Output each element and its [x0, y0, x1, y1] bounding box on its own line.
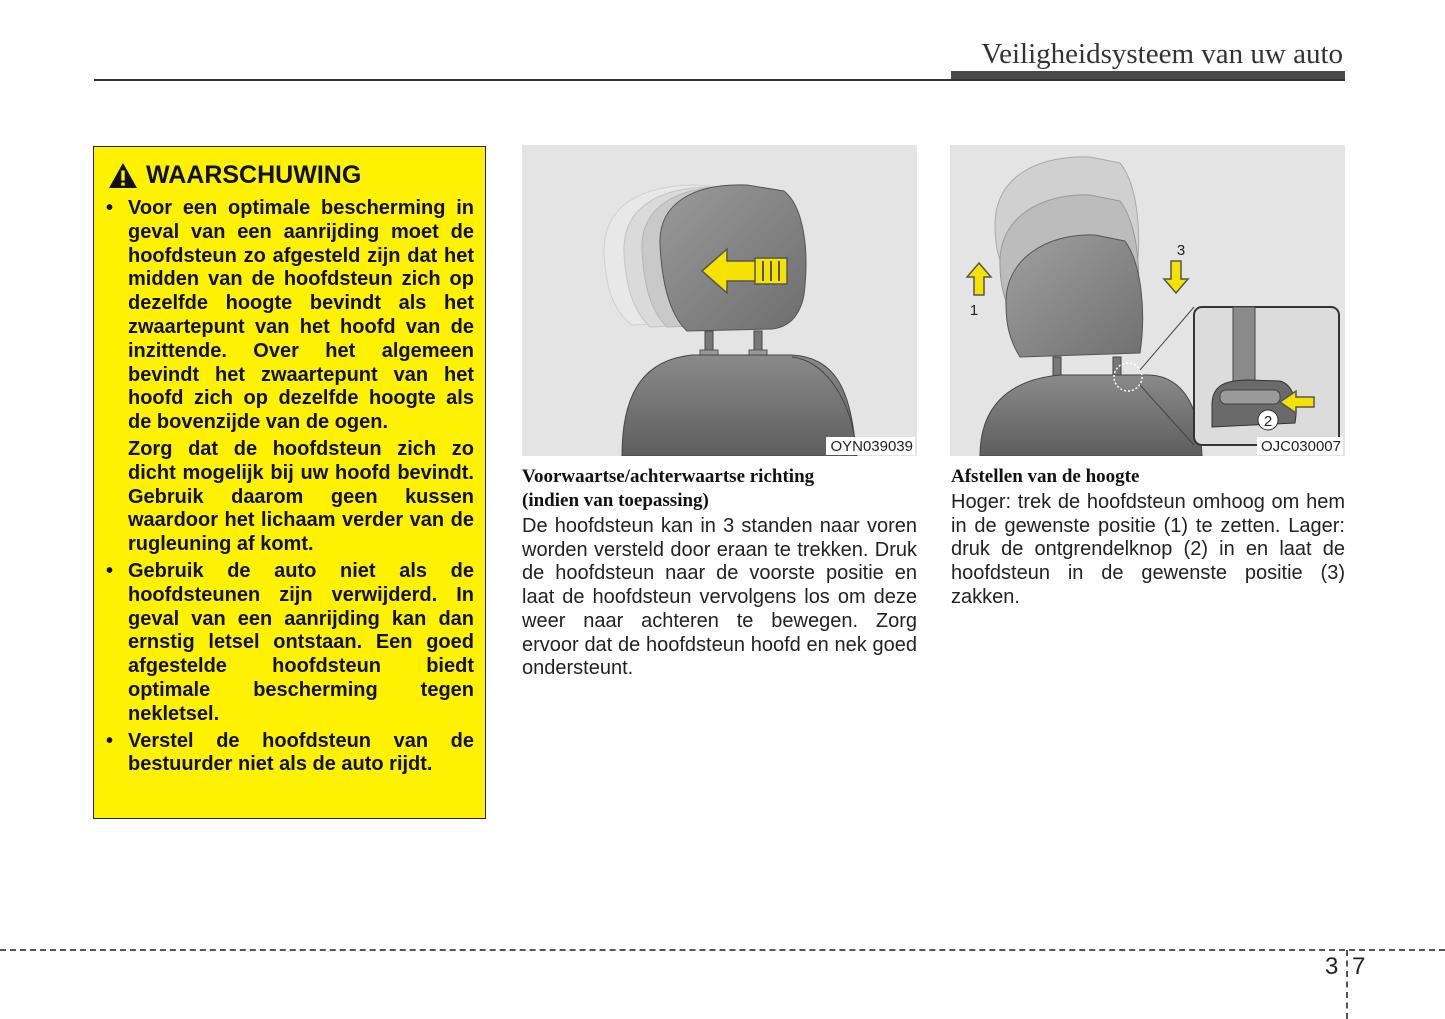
- section1-caption-line1: Voorwaartse/achterwaartse richting: [522, 466, 815, 487]
- figure-code: OJC030007: [1257, 437, 1343, 455]
- warning-item-continuation: Zorg dat de hoofdsteun zich zo dicht mogelijk bij uw hoofd bevindt. Gebruik daarom geen kussen waardoor het lichaam verder van de rugleuning af komt.: [128, 437, 474, 556]
- warning-title: WAARSCHUWING: [146, 161, 362, 189]
- bullet-icon: •: [106, 559, 114, 582]
- section1-caption-line2: (indien van toepassing): [522, 489, 709, 511]
- bullet-icon: •: [106, 729, 114, 752]
- warning-heading: [108, 161, 361, 190]
- warning-box: [93, 146, 486, 819]
- header-rule: [94, 79, 1345, 81]
- section1-body: De hoofdsteun kan in 3 standen naar voren worden versteld door eraan te trekken. Druk de hoofdsteun naar de voorste positie en laat de hoofdsteun vervolgens los om deze weer naar achteren te bewegen. Zorg ervoor dat de hoofdsteun hoofd en nek goed ondersteunt.: [522, 515, 917, 680]
- warning-item: [106, 560, 474, 727]
- warning-triangle-icon: [108, 162, 138, 189]
- section2-body: Hoger: trek de hoofdsteun omhoog om hem in de gewenste positie (1) te zetten. Lager: druk de ontgrendelknop (2) in en laat de hoofdsteun in de gewenste positie (3) zakken.: [951, 491, 1345, 608]
- figure-headrest-forward: [522, 145, 917, 456]
- warning-item-text: Gebruik de auto niet als de hoofdsteunen zijn verwijderd. In geval van een aanrijding kan dan ernstig letsel ontstaan. Een goed afgestelde hoofdsteun biedt optimale bescherming tegen nekletsel.: [128, 559, 474, 725]
- figure-label-1: 1: [969, 302, 979, 319]
- figure-code: OYN039039: [826, 437, 915, 455]
- page-chapter-number: 3: [1325, 953, 1339, 980]
- up-arrow-icon: [967, 263, 991, 295]
- section1-caption: [522, 465, 917, 512]
- warning-list: [106, 197, 474, 780]
- footer-page-divider: [1346, 950, 1348, 1019]
- down-arrow-icon: [1164, 261, 1188, 293]
- section2-caption: Afstellen van de hoogte: [951, 466, 1140, 487]
- bullet-icon: •: [106, 197, 114, 219]
- page-number: 7: [1352, 953, 1366, 980]
- headrest-forward-illustration: [522, 145, 917, 456]
- figure-label-3: 3: [1176, 242, 1186, 259]
- headrest-height-illustration: [950, 145, 1345, 456]
- warning-item-text: Verstel de hoofdsteun van de bestuurder niet als de auto rijdt.: [128, 729, 474, 776]
- figure-label-2: 2: [1263, 413, 1273, 430]
- warning-item: [106, 730, 474, 778]
- footer-divider: [0, 949, 1445, 951]
- warning-item-text: Voor een optimale bescherming in geval van een aanrijding moet de hoofdsteun zo afgesteld zijn dat het midden van de hoofdsteun zich op dezelfde hoogte bevindt als het zwaartepunt van het hoofd van de inzittende. Over het algemeen bevindt het zwaartepunt van het hoofd zich op dezelfde hoogte als de bovenzijde van de ogen.: [128, 197, 474, 434]
- warning-item: [106, 197, 474, 557]
- figure-headrest-height: [950, 145, 1345, 456]
- page-header-title: Veiligheidsysteem van uw auto: [981, 38, 1343, 70]
